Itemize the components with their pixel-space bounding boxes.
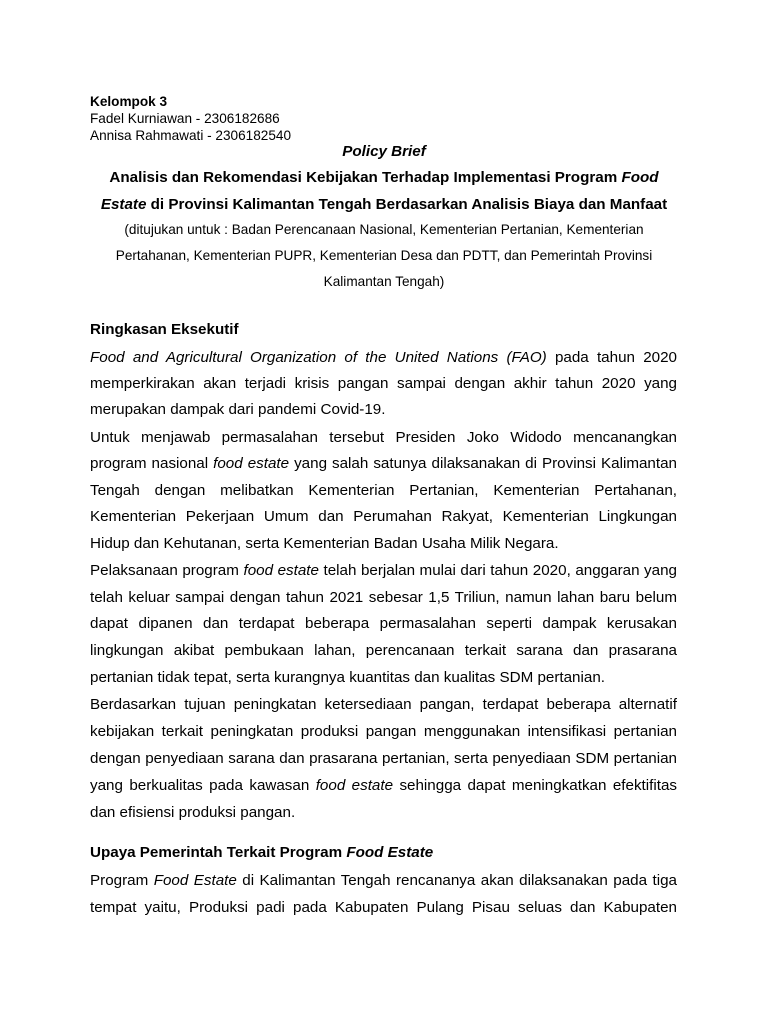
italic-text: Food Estate (153, 872, 237, 889)
paragraph-line: Kementerian Pekerjaan Umum dan Perumahan Rakyat, Kementerian Lingkungan (90, 508, 677, 525)
paragraph-line: Untuk menjawab permasalahan tersebut Presiden Joko Widodo mencanangkan (90, 429, 677, 446)
title-text-italic: Estate (100, 196, 147, 213)
title-text: di Provinsi Kalimantan Tengah Berdasarkan Analisis Biaya dan Manfaat (150, 196, 668, 213)
addressee-line: Pertahanan, Kementerian PUPR, Kementerian Desa dan PDTT, dan Pemerintah Provinsi (115, 248, 653, 263)
text-run: Pelaksanaan program (90, 562, 239, 579)
section-heading (90, 844, 433, 861)
italic-text: food estate (315, 777, 394, 794)
paragraph-line: telah keluar sampai dengan tahun 2021 sebesar 1,5 Triliun, namun lahan baru belum (90, 589, 677, 606)
paragraph-line: dengan penyediaan sarana dan prasarana pertanian, serta penyediaan SDM pertanian (90, 750, 677, 767)
text-run: yang berkualitas pada kawasan (90, 777, 310, 794)
title-text: Analisis dan Rekomendasi Kebijakan Terhadap Implementasi Program (109, 169, 618, 186)
paragraph-line: memperkirakan akan terjadi krisis pangan sampai dengan akhir tahun 2020 yang (90, 375, 677, 392)
group-label: Kelompok 3 (90, 94, 168, 109)
document-title-line (0, 165, 768, 191)
paragraph-line: lingkungan akibat pembukaan lahan, perencanaan terkait sarana dan prasarana (90, 642, 677, 659)
section-heading: Ringkasan Eksekutif (90, 321, 239, 338)
italic-text: food estate (243, 562, 319, 579)
paragraph-line (90, 773, 677, 799)
text-run: program nasional (90, 455, 209, 472)
heading-text: Upaya Pemerintah Terkait Program (90, 844, 343, 861)
text-run: yang salah satunya dilaksanakan di Provinsi Kalimantan (294, 455, 677, 472)
paragraph-line: Berdasarkan tujuan peningkatan ketersediaan pangan, terdapat beberapa alternatif (90, 696, 677, 713)
text-run: telah berjalan mulai dari tahun 2020, anggaran yang (323, 562, 677, 579)
text-run: sehingga dapat meningkatkan efektifitas (399, 777, 677, 794)
paragraph-line: tempat yaitu, Produksi padi pada Kabupaten Pulang Pisau seluas dan Kabupaten (90, 899, 677, 916)
paragraph-line (90, 558, 677, 584)
addressee-line: (ditujukan untuk : Badan Perencanaan Nasional, Kementerian Pertanian, Kementerian (124, 222, 644, 237)
paragraph-line: dapat dipanen dan terdapat beberapa permasalahan seperti dampak kerusakan (90, 615, 677, 632)
member-name: Fadel Kurniawan - 2306182686 (90, 111, 280, 126)
title-text-italic: Food (621, 169, 659, 186)
policy-brief-label: Policy Brief (342, 143, 426, 160)
text-run: di Kalimantan Tengah rencananya akan dilaksanakan pada tiga (242, 872, 677, 889)
paragraph-line: pertanian tidak tepat, serta kurangnya kuantitas dan kualitas SDM pertanian. (90, 669, 605, 686)
paragraph-line: dan efisiensi produksi pangan. (90, 804, 296, 821)
italic-text: Food and Agricultural Organization of the United Nations (FAO) (90, 349, 547, 366)
paragraph-line: kebijakan terkait peningkatan produksi pangan menggunakan intensifikasi pertanian (90, 723, 677, 740)
paragraph-line: Hidup dan Kehutanan, serta Kementerian Badan Usaha Milik Negara. (90, 535, 559, 552)
paragraph-line (90, 868, 677, 894)
heading-text-italic: Food Estate (346, 844, 434, 861)
paragraph-line (90, 345, 677, 371)
text-run: Program (90, 872, 149, 889)
addressee-line: Kalimantan Tengah) (323, 274, 445, 289)
paragraph-line (90, 451, 677, 477)
text-run: pada tahun 2020 (554, 349, 677, 366)
document-title-line (0, 192, 768, 218)
paragraph-line: Tengah dengan melibatkan Kementerian Pertanian, Kementerian Pertahanan, (90, 482, 677, 499)
paragraph-line: merupakan dampak dari pandemi Covid-19. (90, 401, 386, 418)
member-name: Annisa Rahmawati - 2306182540 (90, 128, 292, 143)
italic-text: food estate (213, 455, 290, 472)
